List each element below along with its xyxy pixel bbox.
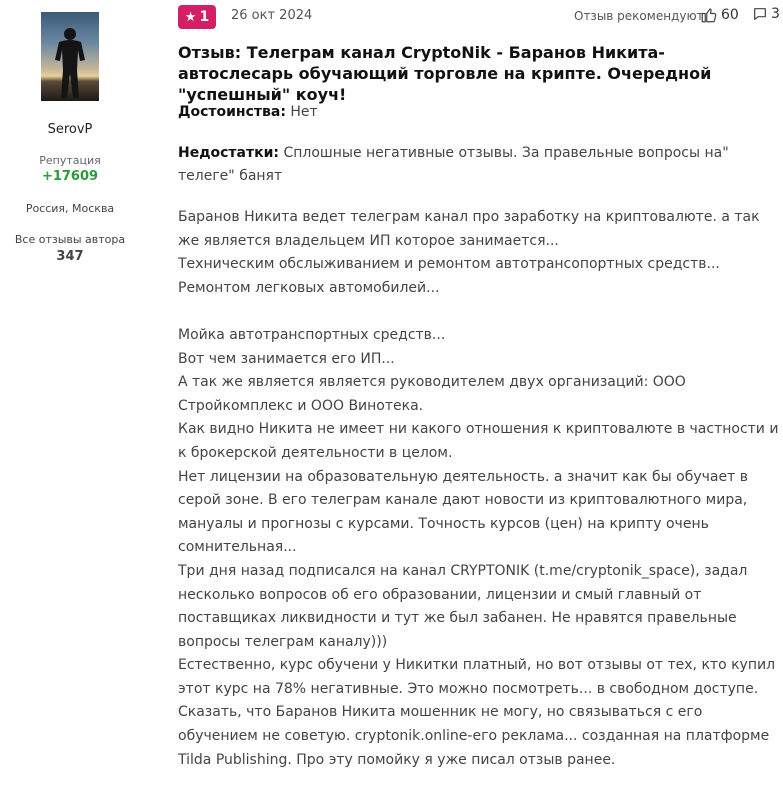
cons-field [178,142,778,188]
pros-field [178,101,778,124]
rating-value: 1 [199,9,210,25]
avatar-silhouette [41,12,99,101]
cons-label: Недостатки: [178,145,280,161]
all-reviews-link[interactable]: Все отзывы автора [14,233,126,246]
recommend-label: Отзыв рекомендуют [574,9,704,23]
cons-text: Сплошные негативные отзывы. За правельные вопросы на" телеге" банят [178,145,729,184]
avatar[interactable] [41,12,99,101]
rating-badge [178,5,216,29]
author-name[interactable]: SerovP [47,122,93,137]
review-body: Баранов Никита ведет телеграм канал про заработку на криптовалюте. а так же является владельцем ИП которое занимается... Техническим обслыживанием и ремонтом автотрансопортных средств... Ремонтом легковых автомобилей... Мойка автотранспортных средств... Вот чем занимается его ИП... А так же является является руководителем двух организаций: ООО Стройкомплекс и ООО Винотека. Как видно Никита не имеет ни какого отношения к криптовалюте в частности и к брокерской деятельности в целом. Нет лицензии на образовательную деятельность. а значит как бы обучает в серой зоне. В его телеграм канале дают новости из криптовалютного мира, мануалы и прогнозы с курсами. Точность курсов (цен) на крипту очень сомнительная... Три дня назад подписался на канал CRYPTONIK (t.me/cryptonik_space), задал несколько вопросов об его образовании, лицензии и смый главный от поставщиках ликвидности и тут же был забанен. Не нравятся правельные вопросы телеграм каналу))) Естественно, курс обучени у Никитки платный, но вот отзывы от тех, кто купил этот курс на 78% негативные. Это можно посмотреть... в свободном доступе. Сказать, что Баранов Никита мошенник не могу, но связываться с его обучением не советую. cryptonik.online-его реклама... созданная на платформе Tilda Publishing. Про эту помойку я уже писал отзыв ранее. [178,209,779,768]
pros-label: Достоинства: [178,104,286,120]
comments-count: 3 [771,6,780,22]
comments-button[interactable] [752,6,780,22]
pros-text: Нет [290,104,318,120]
all-reviews-count: 347 [56,249,84,264]
reputation-value: +17609 [41,169,99,184]
reputation-label: Репутация [39,154,101,167]
star-icon: ★ [184,9,197,25]
like-button[interactable] [700,6,739,24]
comment-icon [752,6,768,22]
review-date: 26 окт 2024 [231,8,313,23]
author-location: Россия, Москва [25,202,115,215]
thumbs-up-icon [700,6,718,24]
review-title: Отзыв: Телеграм канал CryptoNik - Баранов Никита-автослесарь обучающий торговле на крипте. Очередной "успешный" коуч! [178,43,712,104]
likes-count: 60 [721,7,739,23]
